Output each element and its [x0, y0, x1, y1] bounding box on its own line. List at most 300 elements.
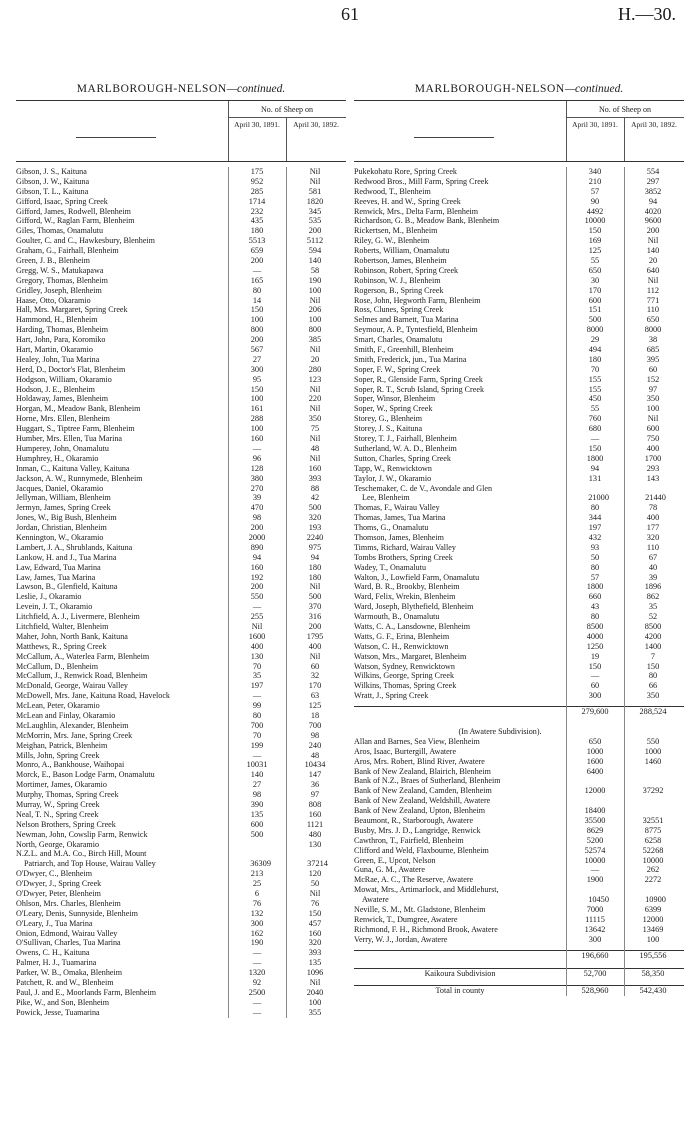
- owner-name: Tapp, W., Renwicktown: [354, 463, 432, 473]
- owner-name: Mortimer, James, Okaramio: [16, 780, 107, 790]
- sheep-1891: 197: [588, 523, 602, 533]
- sheep-1891: 165: [250, 275, 264, 285]
- sheep-1892: 400: [646, 513, 660, 523]
- table-row: [16, 484, 346, 494]
- owner-name: Pukekohatu Rore, Spring Creek: [354, 167, 457, 176]
- sheep-1891: 150: [250, 305, 264, 315]
- sheep-1891: —: [590, 434, 600, 444]
- sheep-1892: Nil: [309, 582, 321, 592]
- table-row: [354, 207, 684, 217]
- kaikoura-row: [354, 968, 684, 979]
- owner-name: Gregg, W. S., Matukapawa: [16, 265, 104, 275]
- owner-name: McLean, Peter, Okaramio: [16, 701, 100, 711]
- owner-name: Riley, G. W., Blenheim: [354, 236, 430, 246]
- sheep-1892: 350: [646, 394, 660, 404]
- sheep-1891: 5513: [248, 236, 266, 246]
- owner-name: Onion, Edmond, Wairau Valley: [16, 928, 118, 938]
- sheep-1892: 297: [646, 176, 660, 186]
- sheep-1892: 10000: [642, 855, 664, 865]
- owner-name: Healey, John, Tua Marina: [16, 354, 100, 364]
- table-row: [16, 177, 346, 187]
- owner-name: Ward, B. R., Brookby, Blenheim: [354, 582, 460, 592]
- sheep-1892: 280: [308, 364, 322, 374]
- sheep-1892: Nil: [309, 404, 321, 414]
- sheep-1892: 6399: [644, 905, 662, 915]
- sheep-1891: 12000: [584, 786, 606, 796]
- owner-name: Roberts, William, Onamalutu: [354, 246, 450, 256]
- table-row: [16, 434, 346, 444]
- awatere-row: [354, 905, 684, 915]
- sheep-1892: 316: [308, 612, 322, 622]
- sheep-1891: 175: [250, 167, 264, 176]
- table-row: [16, 553, 346, 563]
- sheep-1891: 270: [250, 483, 264, 493]
- table-row: [16, 256, 346, 266]
- table-row: [16, 968, 346, 978]
- table-row: [354, 177, 684, 187]
- column-1892: April 30, 1892.: [631, 120, 677, 129]
- sheep-1891: 161: [250, 404, 264, 414]
- sheep-1891: 500: [588, 315, 602, 325]
- sheep-1892: 10434: [304, 760, 326, 770]
- awatere-row: [354, 935, 684, 945]
- owner-name: Ward, Joseph, Blythefield, Blenheim: [354, 602, 474, 612]
- sheep-1891: 4492: [586, 206, 604, 216]
- sheep-1891: 35: [252, 671, 262, 681]
- sheep-1892: [624, 806, 682, 816]
- sheep-1892: 100: [646, 404, 660, 414]
- awatere-row: [354, 737, 684, 747]
- table-row: [16, 652, 346, 662]
- owner-name: Soper, W., Spring Creek: [354, 404, 433, 414]
- awatere-row: [354, 806, 684, 816]
- owner-name: Humphrey, H., Okaramio: [16, 453, 99, 463]
- sheep-1892: 63: [310, 691, 320, 701]
- owner-name: Jordan, Christian, Blenheim: [16, 523, 107, 533]
- table-row: [16, 741, 346, 751]
- table-row: [16, 375, 346, 385]
- awatere-row: [354, 786, 684, 796]
- table-row: [16, 889, 346, 899]
- owner-name: McCallum, J., Renwick Road, Blenheim: [16, 671, 148, 681]
- awatere-row: [354, 826, 684, 836]
- owner-name: Soper, Winsor, Blenheim: [354, 394, 436, 404]
- table-row: [16, 988, 346, 998]
- subtotal-row: [354, 706, 684, 717]
- sheep-1892: 100: [308, 315, 322, 325]
- sheep-1891: 2500: [248, 987, 266, 997]
- sheep-1892: 240: [308, 740, 322, 750]
- sheep-1891: 100: [250, 315, 264, 325]
- sheep-1891: 232: [250, 206, 264, 216]
- owner-name: McLean and Finlay, Okaramio: [16, 710, 116, 720]
- sheep-1891: 14: [252, 295, 262, 305]
- owner-name: Lawson, B., Glenfield, Kaituna: [16, 582, 118, 592]
- sheep-1892: 42: [310, 493, 320, 503]
- awatere-total-row-1892: 195,556: [639, 950, 667, 960]
- sheep-1891: —: [252, 443, 262, 453]
- sheep-1891: 1320: [248, 968, 266, 978]
- sheep-1892: 3852: [644, 186, 662, 196]
- owner-name: Jackson, A. W., Runnymede, Blenheim: [16, 473, 143, 483]
- sheep-1891: 650: [588, 736, 602, 746]
- sheep-1891: 36309: [250, 859, 271, 869]
- sheep-1892: 40: [648, 562, 658, 572]
- owner-name: Patchett, R. and W., Blenheim: [16, 978, 114, 988]
- table-row: [16, 464, 346, 474]
- table-row: [354, 365, 684, 375]
- table-row: [354, 325, 684, 335]
- sheep-1892: Nil: [309, 295, 321, 305]
- table-row: [16, 207, 346, 217]
- sheep-1891: 80: [590, 562, 600, 572]
- sheep-1891: 10031: [246, 760, 268, 770]
- owner-name: Seymour, A. P., Tyntesfield, Blenheim: [354, 325, 478, 335]
- sheep-1892: 800: [308, 325, 322, 335]
- table-row: [16, 355, 346, 365]
- owner-name: Storey, T. J., Fairhall, Blenheim: [354, 434, 457, 444]
- table-row: [16, 543, 346, 553]
- awatere-row: [354, 836, 684, 846]
- sheep-1892: 38: [648, 335, 658, 345]
- sheep-1891: 170: [588, 285, 602, 295]
- table-row: [16, 859, 346, 869]
- sheep-1891: —: [252, 948, 262, 958]
- sheep-1892: 110: [646, 305, 660, 315]
- sheep-1891: 8629: [586, 825, 604, 835]
- sheep-1892: 60: [310, 661, 320, 671]
- owner-name: Awatere: [362, 895, 389, 905]
- sheep-1892: 80: [648, 671, 658, 681]
- sheep-1891: 2000: [248, 532, 266, 542]
- owner-name: McLaughlin, Alexander, Blenheim: [16, 720, 129, 730]
- sheep-1892: 400: [308, 641, 322, 651]
- owner-name: McCallum, D., Blenheim: [16, 661, 99, 671]
- table-row: [354, 454, 684, 464]
- sheep-1891: 10000: [584, 855, 606, 865]
- sheep-1891: 10000: [584, 216, 606, 226]
- owner-name: Giles, Thomas, Onamalutu: [16, 226, 104, 236]
- table-row: [16, 523, 346, 533]
- sheep-1892: 13469: [642, 924, 664, 934]
- sheep-1891: 95: [252, 374, 262, 384]
- sheep-1892: 120: [308, 869, 322, 879]
- owner-name: Gridley, Joseph, Blenheim: [16, 285, 102, 295]
- sheep-1892: 862: [646, 592, 660, 602]
- sheep-1891: 76: [252, 898, 262, 908]
- table-row: [16, 315, 346, 325]
- awatere-row: [354, 895, 684, 905]
- sheep-1891: 8500: [586, 621, 604, 631]
- owner-name: Aros, Mrs. Robert, Blind River, Awatere: [354, 756, 485, 766]
- header-dash: [76, 137, 156, 138]
- sheep-1892: 262: [646, 865, 660, 875]
- owner-name: Bank of N.Z., Braes of Sutherland, Blenheim: [354, 776, 501, 786]
- sheep-1892: [624, 796, 682, 806]
- sheep-1891: 200: [250, 523, 264, 533]
- sheep-1892: 200: [308, 621, 322, 631]
- sheep-1891: —: [590, 865, 600, 875]
- sheep-1891: 50: [590, 552, 600, 562]
- subtotal-row-1892: 288,524: [639, 707, 667, 717]
- table-row: [354, 266, 684, 276]
- sheep-1891: 80: [590, 503, 600, 513]
- sheep-1891: 300: [250, 918, 264, 928]
- table-row: [16, 840, 346, 850]
- sheep-1892: 32: [310, 671, 320, 681]
- sheep-1892: Nil: [309, 345, 321, 355]
- owner-name: Green, J. B., Blenheim: [16, 256, 90, 266]
- owner-name: Richardson, G. B., Meadow Bank, Blenheim: [354, 216, 500, 226]
- sheep-1892: 600: [646, 424, 660, 434]
- sheep-1891: 8000: [586, 325, 604, 335]
- awatere-row: [354, 846, 684, 856]
- sheep-1892: 8775: [644, 825, 662, 835]
- sheep-1891: 169: [588, 236, 602, 246]
- owner-name: Watson, Mrs., Margaret, Blenheim: [354, 651, 467, 661]
- awatere-row: [354, 816, 684, 826]
- owner-name: Horgan, M., Meadow Bank, Blenheim: [16, 404, 141, 414]
- awatere-total-row-1891: 196,660: [581, 950, 609, 960]
- table-row: [354, 622, 684, 632]
- owner-name: Storey, J. S., Kaituna: [354, 424, 423, 434]
- sheep-1891: [566, 776, 624, 786]
- sheep-1892: 6258: [644, 835, 662, 845]
- table-row: [16, 276, 346, 286]
- sheep-1892: 8500: [644, 621, 662, 631]
- table-row: [16, 711, 346, 721]
- awatere-row: [354, 925, 684, 935]
- table-row: [16, 345, 346, 355]
- owner-name: Palmer, H. J., Tuamarina: [16, 958, 97, 968]
- sheep-1892: 500: [308, 592, 322, 602]
- column-1891: April 30, 1891.: [234, 120, 280, 129]
- sheep-1891: 27: [252, 780, 262, 790]
- owner-name: Pike, W., and Son, Blenheim: [16, 997, 110, 1007]
- sheep-1892: 177: [646, 523, 660, 533]
- table-row: [354, 632, 684, 642]
- sheep-1892: 2240: [306, 532, 324, 542]
- sheep-1892: 100: [308, 997, 322, 1007]
- sheep-1892: 143: [646, 473, 660, 483]
- table-row: [16, 958, 346, 968]
- table-row: [16, 919, 346, 929]
- sheep-1891: 60: [590, 681, 600, 691]
- owner-name: Soper, R. T., Scrub Island, Spring Creek: [354, 384, 484, 394]
- sheep-1891: 30: [590, 275, 600, 285]
- owner-name: Hammond, H., Blenheim: [16, 315, 98, 325]
- sheep-1892: Nil: [309, 384, 321, 394]
- right-column: [354, 80, 684, 996]
- owner-name: Neal, T. N., Spring Creek: [16, 809, 99, 819]
- sheep-1892: 52: [648, 612, 658, 622]
- sheep-1891: 155: [588, 374, 602, 384]
- sheep-1891: 7000: [586, 905, 604, 915]
- sheep-1891: 190: [250, 938, 264, 948]
- sheep-1892: 140: [646, 246, 660, 256]
- sheep-1892: 350: [646, 691, 660, 701]
- table-row: [354, 513, 684, 523]
- sheep-1892: 52268: [642, 845, 664, 855]
- owner-name: Walton, J., Lowfield Farm, Onamalutu: [354, 572, 480, 582]
- sheep-1891: 131: [588, 473, 602, 483]
- sheep-1892: 500: [308, 503, 322, 513]
- sheep-1892: 1121: [306, 819, 324, 829]
- table-row: [354, 197, 684, 207]
- table-row: [354, 296, 684, 306]
- sheep-1892: Nil: [309, 651, 321, 661]
- owner-name: Haase, Otto, Okaramio: [16, 295, 91, 305]
- table-row: [354, 335, 684, 345]
- awatere-total-row-label: [354, 951, 566, 961]
- sheep-1891: —: [252, 1007, 262, 1017]
- table-row: [16, 642, 346, 652]
- table-row: [354, 216, 684, 226]
- owner-name: Bank of New Zealand, Camden, Blenheim: [354, 786, 492, 796]
- sheep-1892: 193: [308, 523, 322, 533]
- sheep-1892: 10900: [645, 895, 666, 905]
- sheep-1891: 6400: [586, 766, 604, 776]
- sheep-1891: 255: [250, 612, 264, 622]
- sheep-1892: 320: [308, 513, 322, 523]
- table-row: [16, 909, 346, 919]
- sheep-1891: 55: [590, 404, 600, 414]
- table-row: [354, 602, 684, 612]
- owner-name: Selmes and Barnett, Tua Marina: [354, 315, 459, 325]
- sheep-1892: Nil: [647, 275, 659, 285]
- sheep-1892: 200: [646, 226, 660, 236]
- table-row: [354, 523, 684, 533]
- owner-name: Gifford, Isaac, Spring Creek: [16, 196, 108, 206]
- table-row: [354, 484, 684, 494]
- owner-name: Ohlson, Mrs. Charles, Blenheim: [16, 898, 121, 908]
- table-row: [16, 1008, 346, 1018]
- table-row: [354, 474, 684, 484]
- owner-name: Soper, R., Glenside Farm, Spring Creek: [354, 374, 483, 384]
- sheep-1891: —: [252, 602, 262, 612]
- kaikoura-row-1891: 52,700: [583, 969, 607, 979]
- sheep-1892: 5112: [306, 236, 324, 246]
- sheep-1891: 344: [588, 513, 602, 523]
- owner-name: Nelson Brothers, Spring Creek: [16, 819, 116, 829]
- sheep-1891: 70: [252, 730, 262, 740]
- table-row: [16, 849, 346, 859]
- sheep-1892: 140: [308, 256, 322, 266]
- sheep-1892: 21440: [645, 493, 666, 503]
- owner-name: Matthews, R., Spring Creek: [16, 641, 107, 651]
- table-row: [354, 652, 684, 662]
- sheep-1891: 125: [588, 246, 602, 256]
- sheep-1891: [566, 885, 624, 895]
- sheep-1891: 1600: [586, 756, 604, 766]
- sheep-1891: —: [252, 265, 262, 275]
- sheep-1891: 800: [250, 325, 264, 335]
- sheep-1892: [624, 885, 682, 895]
- owner-name: Paul, J. and E., Moorlands Farm, Blenheim: [16, 987, 157, 997]
- table-row: [16, 286, 346, 296]
- sheep-1892: 110: [646, 542, 660, 552]
- owner-name: McCallum, A., Waterlea Farm, Blenheim: [16, 651, 150, 661]
- sheep-1891: 92: [252, 978, 262, 988]
- table-row: [16, 216, 346, 226]
- owner-name: Teschemaker, C. de V., Avondale and Glen: [354, 483, 493, 493]
- sheep-1892: 2272: [644, 875, 662, 885]
- sheep-1892: 98: [310, 730, 320, 740]
- owner-name: Bank of New Zealand, Blairich, Blenheim: [354, 766, 491, 776]
- owner-name: Redwood Bros., Mill Farm, Spring Creek: [354, 176, 489, 186]
- county-total-row-label: Total in county: [435, 986, 485, 996]
- table-row: [354, 404, 684, 414]
- sheep-1891: 180: [588, 354, 602, 364]
- table-row: [16, 573, 346, 583]
- sheep-1892: 18: [310, 710, 320, 720]
- table-row: [354, 573, 684, 583]
- owner-name: Bank of New Zealand, Upton, Blenheim: [354, 806, 486, 816]
- table-row: [16, 701, 346, 711]
- table-row: [16, 731, 346, 741]
- owner-name: Wilkins, George, Spring Creek: [354, 671, 455, 681]
- table-row: [16, 474, 346, 484]
- sheep-1891: 150: [250, 384, 264, 394]
- table-row: [354, 246, 684, 256]
- owner-name: Harding, Thomas, Blenheim: [16, 325, 109, 335]
- sheep-header: No. of Sheep on: [228, 103, 346, 118]
- sheep-1892: 1400: [644, 641, 662, 651]
- sheep-header: No. of Sheep on: [566, 103, 684, 118]
- owner-name: Tombs Brothers, Spring Creek: [354, 552, 453, 562]
- table-row: [16, 820, 346, 830]
- sheep-1891: 550: [250, 592, 264, 602]
- county-total-row-1892: 542,430: [639, 986, 667, 996]
- sheep-1891: 150: [588, 443, 602, 453]
- owner-name: Gregory, Thomas, Blenheim: [16, 275, 108, 285]
- sheep-1892: 78: [648, 503, 658, 513]
- sheep-1892: 355: [308, 1007, 322, 1017]
- table-row: [16, 394, 346, 404]
- sheep-1891: 1714: [248, 196, 266, 206]
- owner-name: Timms, Richard, Wairau Valley: [354, 542, 456, 552]
- table-row: [16, 691, 346, 701]
- table-row: [354, 503, 684, 513]
- table-row: [16, 721, 346, 731]
- owner-name: Hall, Mrs. Margaret, Spring Creek: [16, 305, 128, 315]
- sheep-1891: 25: [252, 879, 262, 889]
- table-row: [354, 563, 684, 573]
- sheep-1891: 210: [588, 176, 602, 186]
- sheep-1892: 4200: [644, 631, 662, 641]
- sheep-1891: 19: [590, 651, 600, 661]
- sheep-1891: 500: [250, 829, 264, 839]
- table-row: [16, 869, 346, 879]
- table-row: [16, 662, 346, 672]
- sheep-1892: 97: [310, 790, 320, 800]
- sheep-1891: 130: [250, 651, 264, 661]
- table-row: [16, 760, 346, 770]
- sheep-1891: 94: [252, 552, 262, 562]
- sheep-1891: 470: [250, 503, 264, 513]
- owner-name: Gifford, James, Rodwell, Blenheim: [16, 206, 131, 216]
- owner-name: Rose, John, Hegworth Farm, Blenheim: [354, 295, 481, 305]
- sheep-1891: —: [252, 691, 262, 701]
- owner-name: Lambert, J. A., Shrublands, Kaituna: [16, 542, 133, 552]
- owner-name: O'Leary, Denis, Sunnyside, Blenheim: [16, 908, 138, 918]
- owner-name: Leslie, J., Okaramio: [16, 592, 82, 602]
- sheep-1892: 36: [310, 780, 320, 790]
- sheep-1891: [566, 796, 624, 806]
- sheep-1891: 659: [250, 246, 264, 256]
- owner-name: Aros, Isaac, Burtergill, Awatere: [354, 746, 457, 756]
- sheep-1892: 4020: [644, 206, 662, 216]
